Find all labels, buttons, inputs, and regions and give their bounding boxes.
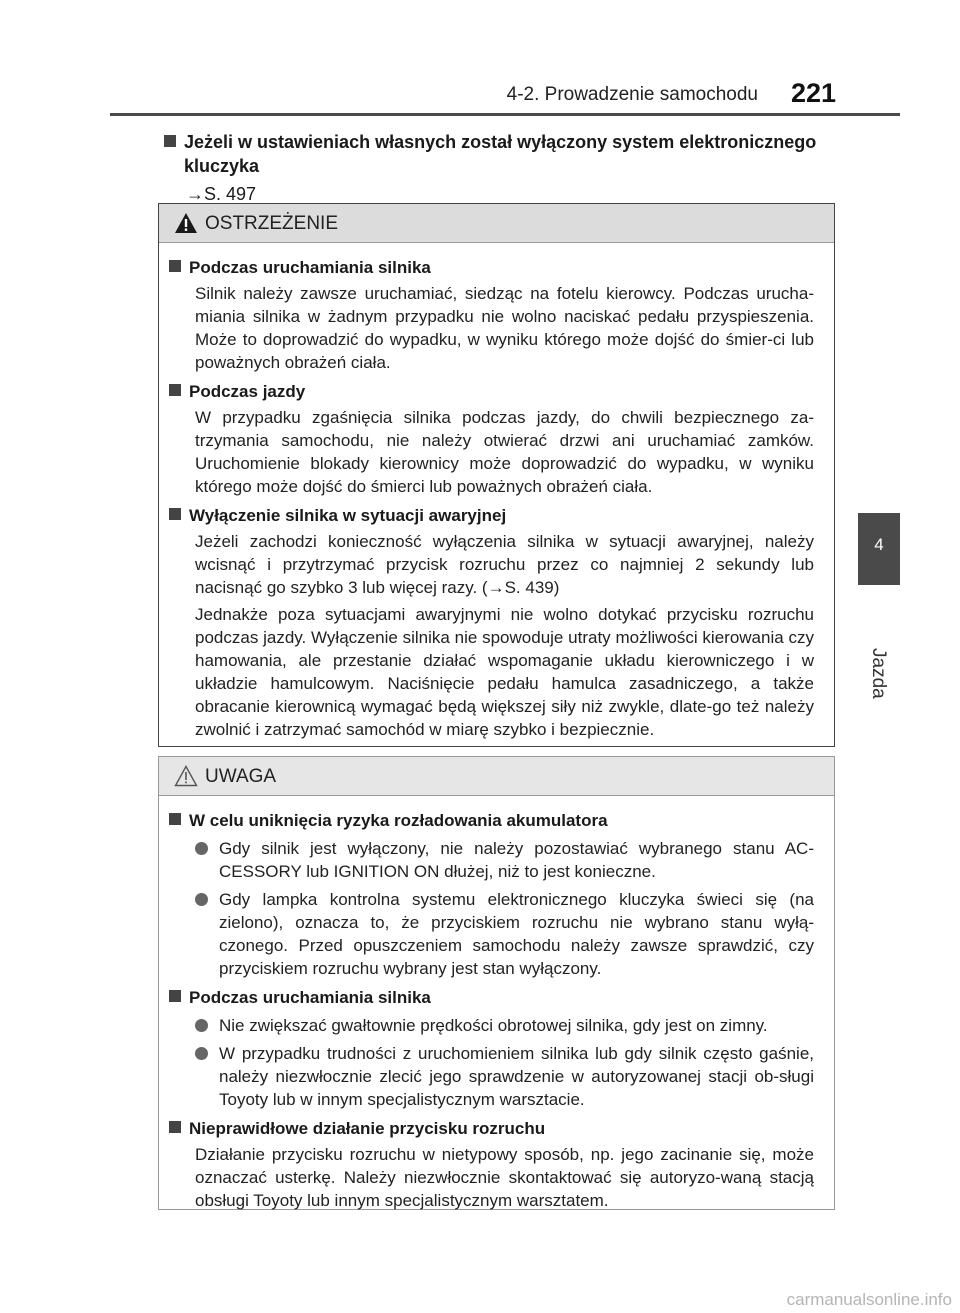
intro-section bbox=[164, 130, 836, 205]
notice-item bbox=[169, 987, 814, 1111]
round-bullet-icon bbox=[195, 893, 208, 906]
bullet-item: Gdy silnik jest wyłączony, nie należy pozostawiać wybranego stanu AC-CESSORY lub IGNITION ON dłużej, niż to jest konieczne. bbox=[195, 837, 814, 883]
notice-header bbox=[159, 757, 834, 796]
warning-item bbox=[169, 505, 814, 741]
bullet-item: Gdy lampka kontrolna systemu elektronicznego kluczyka świeci się (na zielono), oznacza to, że przyciskiem rozruchu nie wybrano stanu wyłą-czonego. Przed opuszczeniem samochodu należy zawsze sprawdzić, czy przyciskiem rozruchu wybrany jest stan wyłączony. bbox=[195, 888, 814, 980]
section-title: 4-2. Prowadzenie samochodu bbox=[506, 84, 758, 105]
round-bullet-icon bbox=[195, 842, 208, 855]
warning-box bbox=[158, 203, 835, 747]
square-bullet-icon bbox=[169, 1121, 181, 1133]
square-bullet-icon bbox=[169, 813, 181, 825]
bullet-item: Nie zwiększać gwałtownie prędkości obrotowej silnika, gdy jest on zimny. bbox=[195, 1014, 814, 1037]
square-bullet-icon bbox=[169, 260, 181, 272]
square-bullet-icon bbox=[169, 990, 181, 1002]
warning-item bbox=[169, 381, 814, 498]
page-reference: →S. 497 bbox=[186, 184, 257, 204]
page-header bbox=[160, 78, 836, 108]
square-bullet-icon bbox=[169, 508, 181, 520]
item-heading: W celu uniknięcia ryzyka rozładowania akumulatora bbox=[169, 810, 814, 832]
chapter-label-text: Jazda bbox=[868, 648, 889, 699]
chapter-number: 4 bbox=[874, 535, 884, 554]
notice-item bbox=[169, 1118, 814, 1212]
item-paragraph: Działanie przycisku rozruchu w nietypowy sposób, np. jego zacinanie się, może oznaczać usterkę. Należy niezwłocznie skontaktować się autoryzo-waną stacją obsługi Toyoty lub innym specjalistycznym warsztatem. bbox=[195, 1145, 814, 1210]
caution-triangle-icon bbox=[174, 765, 198, 787]
warning-item bbox=[169, 257, 814, 374]
bullet-item: W przypadku trudności z uruchomieniem silnika lub gdy silnik często gaśnie, należy niezwłocznie zlecić jego sprawdzenie w autoryzowanej stacji ob-sługi Toyoty lub w innym specjalistycznym warsztacie. bbox=[195, 1042, 814, 1111]
intro-heading: Jeżeli w ustawieniach własnych został wyłączony system elektronicznego kluczyka bbox=[164, 130, 836, 178]
item-paragraph: Jednakże poza sytuacjami awaryjnymi nie wolno dotykać przycisku rozruchu podczas jazdy. Wyłączenie silnika nie spowoduje utraty możliwości kierowania czy hamowania, ale przestanie działać wspomaganie układu kierowniczego i w układzie hamulcowym. Naciśnięcie pedału hamulca zasadniczego, a także obracanie kierownicą wymagać będą większej siły niż zwykle, dlate-go też należy zwolnić i zatrzymać samochód w miarę szybko i bezpiecznie. bbox=[195, 605, 814, 739]
header-rule bbox=[110, 113, 900, 116]
page-number: 221 bbox=[790, 78, 836, 108]
item-paragraph: Silnik należy zawsze uruchamiać, siedząc na fotelu kierowcy. Podczas urucha-miania silnika w żadnym przypadku nie wolno naciskać pedału przyspieszenia. Może to doprowadzić do wypadku, w wyniku którego może dojść do śmier-ci lub poważnych obrażeń ciała. bbox=[195, 284, 814, 372]
warning-triangle-icon bbox=[174, 212, 198, 234]
square-bullet-icon bbox=[164, 135, 176, 147]
chapter-tab bbox=[858, 513, 900, 585]
item-paragraph: Jeżeli zachodzi konieczność wyłączenia silnika w sytuacji awaryjnej, należy wcisnąć i przytrzymać przycisk rozruchu przez co najmniej 2 sekundy lub nacisnąć go szybko 3 lub więcej razy. (→S. 439) bbox=[195, 532, 814, 597]
item-heading: Podczas uruchamiania silnika bbox=[169, 987, 814, 1009]
square-bullet-icon bbox=[169, 384, 181, 396]
item-heading: Wyłączenie silnika w sytuacji awaryjnej bbox=[169, 505, 814, 527]
item-heading: Podczas uruchamiania silnika bbox=[169, 257, 814, 279]
notice-box bbox=[158, 756, 835, 1210]
item-heading: Nieprawidłowe działanie przycisku rozruchu bbox=[169, 1118, 814, 1140]
round-bullet-icon bbox=[195, 1019, 208, 1032]
warning-header bbox=[159, 204, 834, 243]
warning-title: OSTRZEŻENIE bbox=[205, 213, 339, 234]
notice-title: UWAGA bbox=[205, 766, 277, 787]
chapter-label bbox=[868, 600, 891, 699]
item-paragraph: W przypadku zgaśnięcia silnika podczas jazdy, do chwili bezpiecznego za-trzymania samochodu, nie należy otwierać drzwi ani uruchamiać zamków. Uruchomienie blokady kierownicy może doprowadzić do wypadku, w wyniku którego może dojść do śmierci lub poważnych obrażeń ciała. bbox=[195, 408, 814, 496]
item-heading: Podczas jazdy bbox=[169, 381, 814, 403]
watermark: carmanualsonline.info bbox=[786, 1290, 952, 1309]
notice-item bbox=[169, 810, 814, 980]
round-bullet-icon bbox=[195, 1047, 208, 1060]
